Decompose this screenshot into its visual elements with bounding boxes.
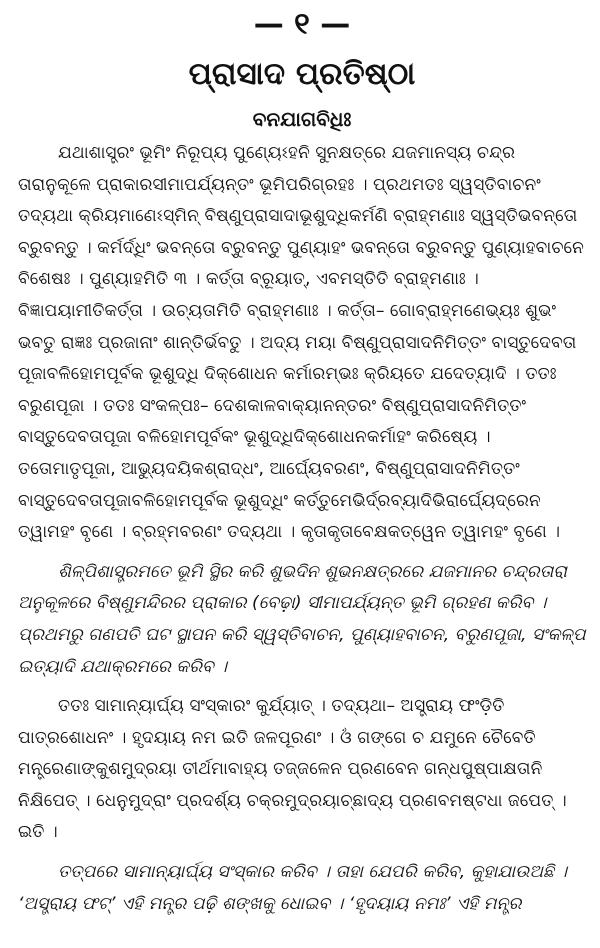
sanskrit-paragraph-2: ତତଃ ସାମାନ୍ୟାର୍ଘ୍ୟ ସଂସ୍କାରଂ କୁର୍ଯ୍ୟାତ୍ । ତଦ୍ୟଥା– ଅସ୍ତ୍ରାୟ ଫଂଡ଼ିତି ପାତ୍ରଶୋଧନଂ । ହୃଦୟାୟ ନମ ଇତି ଜଳପୂରଣଂ । ଓଁ ଗଙ୍ଗେ ଚ ଯମୁନେ ଚୈବେତି ମନ୍ତ୍ରେଣାଙ୍କୁଶମୁଦ୍ରୟା ତୀର୍ଥମାବାହ୍ୟ ତଜ୍ଜଳେନ ପ୍ରଣବେନ ଗନ୍ଧପୁଷ୍ପାକ୍ଷତାନି ନିକ୍ଷିପେତ୍ । ଧେନୁମୁଦ୍ରାଂ ପ୍ରଦର୍ଶ୍ୟ ଚକ୍ରମୁଦ୍ରୟାଚ୍ଛାଦ୍ୟ ପ୍ରଣବମଷ୍ଟଧା ଜପେତ୍ । ଇତି । bbox=[18, 696, 567, 843]
sanskrit-paragraph-1: ଯଥାଶାସ୍ତ୍ରଂ ଭୂମିଂ ନିରୂପ୍ୟ ପୁଣ୍ୟେଽହନି ସୁନକ୍ଷତ୍ରେ ଯଜମାନସ୍ୟ ଚନ୍ଦ୍ର ତାରାନୁକୂଳେ ପ୍ରାକାରସୀମାପର୍ଯ୍ୟନ୍ତଂ ଭୂମିପରିଗ୍ରହଃ । ପ୍ରଥମତଃ ସ୍ୱସ୍ତିବାଚନଂ ତଦ୍ୟଥା କ୍ରିୟମାଣେଽସ୍ମିନ୍ ବିଷ୍ଣୁପ୍ରାସାଦାଭୂଶୁଦ୍ଧିକର୍ମଣି ବ୍ରାହ୍ମଣାଃ ସ୍ୱସ୍ତିଭବନ୍ତୋ ବ୍ରୁବନ୍ତୁ । କର୍ମର୍ଦ୍ଧିଂ ଭବନ୍ତୋ ବ୍ରୁବନ୍ତୁ ପୁଣ୍ୟାହଂ ଭବନ୍ତୋ ବ୍ରୁବନ୍ତୁ ପୁଣ୍ୟାହବାଚନେ ବିଶେଷଃ । ପୁଣ୍ୟାହମିତି ୩ । କର୍ତ୍ତା ବ୍ରୂୟାତ୍, ଏବମସ୍ତିତି ବ୍ରାହ୍ମଣାଃ । ବିଜ୍ଞାପୟାମୀତିକର୍ତ୍ତା । ଉଚ୍ୟତାମିତି ବ୍ରାହ୍ମଣାଃ । କର୍ତ୍ତା– ଗୋବ୍ରାହ୍ମଣେଭ୍ୟଃ ଶୁଭଂ ଭବତୁ ରାଜ୍ଞଃ ପ୍ରଜାନାଂ ଶାନ୍ତିର୍ଭବତୁ । ଅଦ୍ୟ ମୟା ବିଷ୍ଣୁପ୍ରାସାଦନିମିତ୍ତଂ ବାସ୍ତୁଦେବତା ପୂଜାବଳିହୋମପୂର୍ବକ ଭୂଶୁଦ୍ଧି ଦିକ୍‌ଶୋଧନ କର୍ମାରମ୍ଭଃ କ୍ରିୟତେ ଯଦେତ୍ୟାଦି । ତତଃ ବରୁଣପୂଜା । ତତଃ ସଂକଳ୍ପଃ– ଦେଶକାଳବାକ୍ୟାନନ୍ତରଂ ବିଷ୍ଣୁପ୍ରାସାଦନିମିତ୍ତଂ ବାସ୍ତୁଦେବତାପୂଜା ବଳିହୋମପୂର୍ବକଂ ଭୂଶୁଦ୍ଧିଦିକ୍‌ଶୋଧନକର୍ମାହଂ କରିଷ୍ୟେ । ତତୋମାତୃପୂଜା, ଆଭ୍ୟୁଦୟିକଶ୍ରାଦ୍ଧଂ, ଆର୍ଘ୍ୟେବରଣଂ, ବିଷ୍ଣୁପ୍ରାସାଦନିମିତ୍ତଂ ବାସ୍ତୁଦେବତାପୂଜାବଳିହୋମପୂର୍ବକ ଭୂଶୁଦ୍ଧିଂ କର୍ତ୍ତୁମେଭିର୍ଦ୍ରବ୍ୟାଦିଭିରାର୍ଘ୍ୟେଦ୍ରେନ ତ୍ୱାମହଂ ବୃଣେ । ବ୍ରହ୍ମବରଣଂ ତଦ୍ୟଥା । କୃତାକୃତାବେକ୍ଷକତ୍ୱେନ ତ୍ୱାମହଂ ବୃଣେ । bbox=[18, 143, 584, 543]
section-title: ବନଯାଗବିଧିଃ bbox=[252, 107, 352, 131]
chapter-title: ପ୍ରାସାଦ ପ୍ରତିଷ୍ଠା bbox=[188, 56, 416, 92]
page-number: — ୧ — bbox=[253, 7, 351, 42]
commentary-paragraph-1: ଶିଳ୍ପିଶାସ୍ତ୍ରମତେ ଭୂମି ସ୍ଥିର କରି ଶୁଭଦିନ ଶୁଭନକ୍ଷତ୍ରରେ ଯଜମାନର ଚନ୍ଦ୍ରତାରା ଅନୁକୂଳରେ ବିଷ୍ଣୁମନ୍ଦିରର ପ୍ରାକାର (ବେଢ଼ା) ସୀମାପର୍ଯ୍ୟନ୍ତ ଭୂମି ଗ୍ରହଣ କରିବ । ପ୍ରଥମରୁ ଗଣପତି ଘଟ ସ୍ଥାପନ କରି ସ୍ୱସ୍ତିବାଚନ, ପୁଣ୍ୟାହବାଚନ, ବରୁଣପୂଜା, ସଂକଳ୍ପ ଇତ୍ୟାଦି ଯଥାକ୍ରମରେ କରିବ । bbox=[18, 561, 586, 677]
commentary-paragraph-2: ତତ୍ପରେ ସାମାନ୍ୟାର୍ଘ୍ୟ ସଂସ୍କାର କରିବ । ତାହା ଯେପରି କରିବ, କୁହାଯାଉଅଛି । ‘ଅସ୍ତ୍ରାୟ ଫଟ୍’ ଏହି ମନ୍ତ୍ର ପଢ଼ି ଶଙ୍ଖକୁ ଧୋଇବ । ‘ହୃଦୟାୟ ନମଃ’ ଏହି ମନ୍ତ୍ର bbox=[18, 862, 568, 914]
